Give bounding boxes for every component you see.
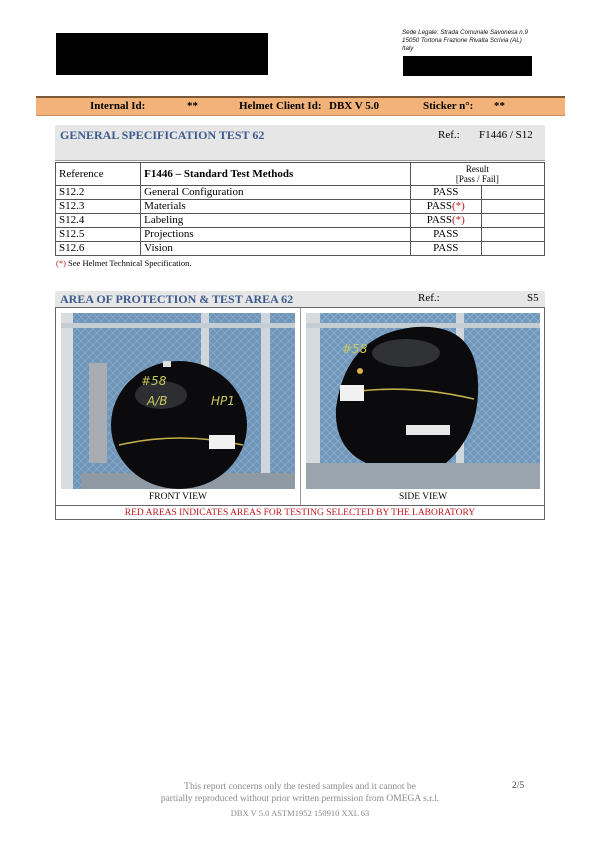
row-result: PASS(*): [410, 214, 481, 228]
front-view-caption: FRONT VIEW: [149, 492, 207, 502]
internal-id-value: **: [187, 100, 198, 112]
id-bar: [36, 96, 565, 116]
footnote-mark: (*): [56, 258, 66, 268]
row-empty: [481, 186, 544, 200]
row-result: PASS(*): [410, 200, 481, 214]
sticker-label: Sticker n°:: [423, 100, 474, 112]
row-ref: S12.4: [56, 214, 141, 228]
footer-disclaimer: [130, 781, 470, 805]
photo-divider: [300, 308, 301, 505]
helmet-client-id-value: DBX V 5.0: [329, 100, 380, 112]
spec-ref-value: F1446 / S12: [479, 129, 533, 141]
footer-line: partially reproduced without prior written permission from OMEGA s.r.l.: [160, 794, 440, 804]
photo-panel: [55, 307, 545, 520]
row-method: Materials: [141, 200, 411, 214]
row-ref: S12.3: [56, 200, 141, 214]
spec-table: [55, 162, 545, 256]
row-ref: S12.2: [56, 186, 141, 200]
side-view-photo: [306, 313, 540, 489]
col-result-line2: [Pass / Fail]: [455, 174, 499, 184]
internal-id-label: Internal Id:: [90, 100, 146, 112]
col-methods: F1446 – Standard Test Methods: [141, 163, 411, 186]
area-ref-value: S5: [527, 292, 539, 304]
row-ref: S12.5: [56, 228, 141, 242]
area-section-header: [55, 291, 545, 308]
redacted-logo: [56, 33, 268, 75]
col-result: [410, 163, 544, 186]
table-row: [56, 242, 545, 256]
row-result: PASS: [410, 186, 481, 200]
sticker-value: **: [494, 100, 505, 112]
row-empty: [481, 214, 544, 228]
spec-section-header: [55, 125, 545, 161]
col-result-line1: Result: [465, 164, 489, 174]
area-section-title: AREA OF PROTECTION & TEST AREA 62: [60, 292, 294, 306]
front-mark-1: A/B: [147, 394, 168, 408]
redacted-contact: [403, 56, 532, 76]
helmet-client-id-label: Helmet Client Id:: [239, 100, 322, 112]
testing-areas-note: RED AREAS INDICATES AREAS FOR TESTING SELECTED BY THE LABORATORY: [56, 505, 544, 520]
footer-line: This report concerns only the tested samples and it cannot be: [184, 782, 416, 792]
table-row: [56, 186, 545, 200]
row-result: PASS: [410, 228, 481, 242]
spec-section-title: GENERAL SPECIFICATION TEST 62: [60, 128, 265, 142]
company-address: [402, 29, 562, 53]
table-header-row: [56, 163, 545, 186]
front-view-photo: [61, 313, 295, 489]
row-empty: [481, 242, 544, 256]
table-row: [56, 200, 545, 214]
row-method: Projections: [141, 228, 411, 242]
area-ref-label: Ref.:: [418, 292, 440, 304]
front-mark-0: #58: [141, 374, 167, 388]
side-helmet-image: [306, 313, 540, 489]
page-number: 2/5: [512, 781, 525, 791]
col-reference: Reference: [56, 163, 141, 186]
row-method: Vision: [141, 242, 411, 256]
document-reference: DBX V 5.0 ASTM1952 150910 XXL 63: [230, 808, 370, 818]
row-result: PASS: [410, 242, 481, 256]
front-helmet-image: [61, 313, 295, 489]
address-line: 15050 Tortona Frazione Rivalta Scrivia (AL): [402, 37, 522, 44]
address-line: Italy: [402, 45, 414, 52]
table-row: [56, 214, 545, 228]
front-mark-2: HP1: [211, 394, 235, 408]
side-view-caption: SIDE VIEW: [398, 492, 448, 502]
row-ref: S12.6: [56, 242, 141, 256]
footnote-text: See Helmet Technical Specification.: [65, 258, 192, 268]
side-mark-0: #58: [342, 342, 368, 356]
row-empty: [481, 228, 544, 242]
row-empty: [481, 200, 544, 214]
table-footnote: [56, 258, 191, 268]
row-method: Labeling: [141, 214, 411, 228]
table-row: [56, 228, 545, 242]
spec-ref-label: Ref.:: [438, 129, 460, 141]
row-method: General Configuration: [141, 186, 411, 200]
address-line: Sede Legale: Strada Comunale Savonesa n.9: [402, 29, 528, 36]
